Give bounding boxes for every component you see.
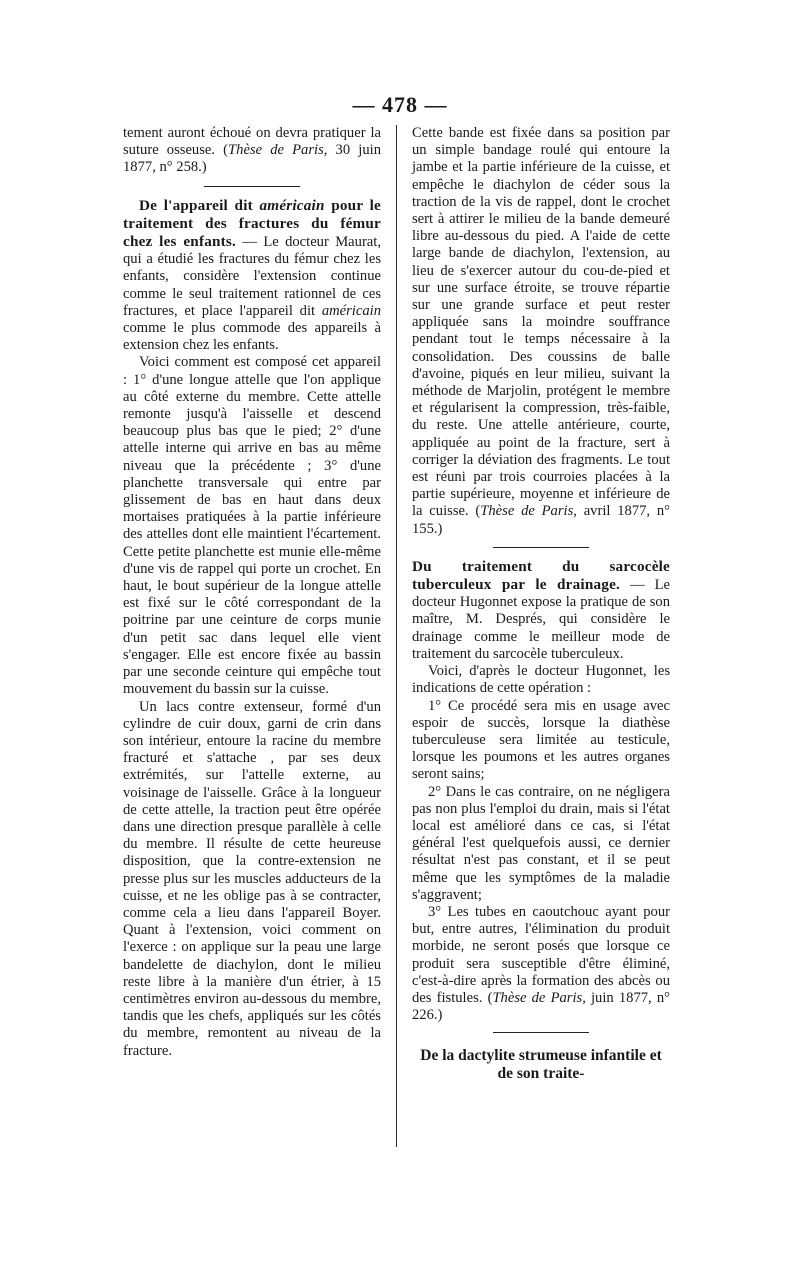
right-paragraph-6: 3° Les tubes en caoutchouc ayant pour but, entre autres, l'élimination du produit morbide, ne seront posés que lorsque ce produit sera susceptible d'être éliminé, c'est-à-dire après la formation des abcès ou des fistules. (Thèse de Paris, juin 1877, n° 226.) <box>412 903 670 1024</box>
section-rule <box>493 1032 589 1033</box>
left-paragraph-4: Un lacs contre extenseur, formé d'un cylindre de cuir doux, garni de crin dans son intérieur, entoure la racine du membre fracturé et s'attache , par ses deux extrémités, sur l'attelle externe, au voisinage de l'aisselle. Grâce à la longueur de cette attelle, la traction peut être opérée dans une direction presque parallèle à celle du membre. Il résulte de cette heureuse disposition, que la contre-extension ne presse plus sur les muscles adducteurs de la cuisse, et ne les oblige pas à se contracter, comme cela a lieu dans l'appareil Boyer. Quant à l'extension, voici comment on l'exerce : on applique sur la peau une large bandelette de diachylon, dont le milieu reste libre à la manière d'un étrier, à 15 centimètres environ au-dessous du membre, tandis que les chefs, appliqués sur les côtés du membre, remontent au niveau de la fracture. <box>123 698 381 1059</box>
right-paragraph-5: 2° Dans le cas contraire, on ne négligera pas non plus l'emploi du drain, mais si l'état local est amélioré dans ce cas, si l'état général l'est quelquefois aussi, ce dernier résultat n'est pas constant, et il se peut même que les symptômes de la maladie s'aggravent; <box>412 783 670 903</box>
left-paragraph-1: tement auront échoué on devra pratiquer la suture osseuse. (Thèse de Paris, 30 juin 1877, n° 258.) <box>123 125 381 176</box>
section-rule <box>493 547 589 548</box>
right-paragraph-1: Cette bande est fixée dans sa position par un simple bandage roulé qui entoure la jambe et la partie inférieure de la cuisse, et empêche le diachylon de céder sous la traction de la vis de rappel, dont le crochet sert à attirer le milieu de la bande demeuré libre au-dessous du pied. A l'aide de cette large bande de diachylon, l'extension, au lieu de s'exercer autour du cou-de-pied et sur une surface étroite, se trouve répartie sur une grande surface et peut rester appliquée sans la moindre souffrance pendant tout le temps nécessaire à la consolidation. Des coussins de balle d'avoine, piqués en leur milieu, suivant la méthode de Marjolin, protégent le membre et régularisent la compression, très-faible, du reste. Une attelle antérieure, courte, appliquée au point de la fracture, sert à corriger la déviation des fragments. Le tout est réuni par trois courroies placées à la partie supérieure, moyenne et inférieure de la cuisse. (Thèse de Paris, avril 1877, n° 155.) <box>412 125 670 537</box>
right-column <box>412 125 670 1083</box>
left-column <box>123 125 381 1060</box>
column-rule <box>396 125 397 1147</box>
section-rule <box>204 186 300 187</box>
right-paragraph-3: Voici, d'après le docteur Hugonnet, les indications de cette opération : <box>412 663 670 697</box>
section-heading-dactylite: De la dactylite strumeuse infantile et de son traite- <box>420 1047 662 1083</box>
section-heading-appareil: De l'appareil dit américain pour le traitement des fractures du fémur chez les enfants. — Le docteur Maurat, qui a étudié les fractures du fémur chez les enfants, considère l'extension continue comme le seul traitement rationnel de ces fractures, et place l'appareil dit américain comme le plus commode des appareils à extension chez les enfants. <box>123 196 381 354</box>
page-number: — 478 — <box>352 92 448 117</box>
right-paragraph-4: 1° Ce procédé sera mis en usage avec espoir de succès, lorsque la diathèse tuberculeuse sera limitée au testicule, lorsque les poumons et les autres organes seront sains; <box>412 697 670 783</box>
left-paragraph-3: Voici comment est composé cet appareil : 1° d'une longue attelle que l'on applique au côté externe du membre. Cette attelle remonte jusqu'à l'aisselle et descend beaucoup plus bas que le pied; 2° d'une attelle interne qui arrive en bas au même niveau que la précédente ; 3° d'une planchette transversale qui entre par glissement de bas en haut dans deux mortaises pratiquées à la partie inférieure des attelles dont elle maintient l'écartement. Cette petite planchette est munie elle-même d'une vis de rappel qui porte un crochet. En haut, le bout supérieur de la longue attelle est fixé sur le côté correspondant de la poitrine par une ceinture de corps munie d'un petit sac dans lequel elle vient s'engager. Elle est encore fixée au bassin par une seconde ceinture qui empêche tout mouvement du bassin sur la cuisse. <box>123 354 381 698</box>
section-heading-sarcocele: Du traitement du sarcocèle tuberculeux par le drainage. — Le docteur Hugonnet expose la pratique de son maître, M. Després, qui considère le drainage comme le meilleur mode de traitement du sarcocèle tuberculeux. <box>412 557 670 662</box>
